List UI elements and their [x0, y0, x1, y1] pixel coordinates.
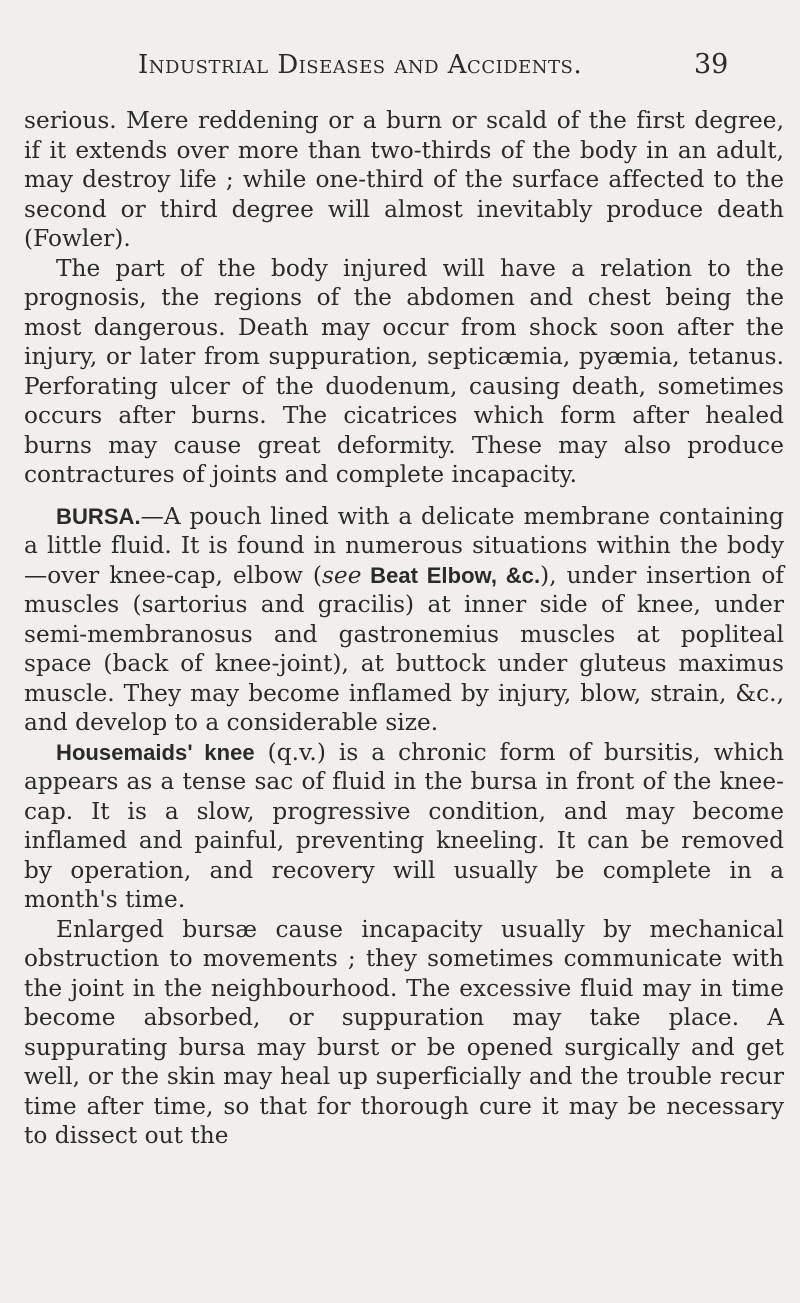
entry-term-bursa: BURSA.	[56, 503, 141, 529]
bursa-text-b: ), under insertion of muscles (sartorius and gracilis) at inner side of knee, under semi-membranosus and gastronemius muscles at popliteal space (back of knee-joint), at buttock under gluteus maximus muscle. They may become inflamed by injury, blow, strain, &c., and develop to a considerable size.	[24, 561, 784, 736]
housemaids-knee-text: (q.v.) is a chronic form of bursitis, which appears as a tense sac of fluid in the bursa in front of the knee-cap. It is a slow, progressive condition, and may become inflamed and painful, preventing kneeling. It can be removed by operation, and recovery will usually be complete in a month's time.	[24, 738, 784, 913]
paragraph-housemaids-knee	[24, 738, 784, 915]
body-text	[24, 106, 784, 1151]
running-head	[138, 50, 648, 80]
paragraph-burns-severity: serious. Mere reddening or a burn or scald of the first degree, if it extends over more than two-thirds of the body in an adult, may destroy life ; while one-third of the surface affected to the second or third degree will almost inevitably produce death (Fowler).	[24, 107, 784, 252]
cross-reference-beat-elbow: Beat Elbow, &c.	[361, 562, 541, 588]
paragraph-bursa	[24, 502, 784, 738]
see-reference: see	[321, 561, 362, 589]
entry-term-housemaids-knee: Housemaids' knee	[56, 739, 255, 765]
paragraph-enlarged-bursae: Enlarged bursæ cause incapacity usually by mechanical obstruction to movements ; they sometimes communicate with the joint in the neighbourhood. The excessive fluid may in time become absorbed, or suppuration may take place. A suppurating bursa may burst or be opened surgically and get well, or the skin may heal up superficially and the trouble recur time after time, so that for thorough cure it may be necessary to dissect out the	[24, 915, 784, 1149]
running-title: Industrial Diseases and Accidents.	[138, 50, 583, 80]
paragraph-burns-prognosis: The part of the body injured will have a relation to the prognosis, the regions of the abdomen and chest being the most dangerous. Death may occur from shock soon after the injury, or later from suppuration, septicæmia, pyæmia, tetanus. Perforating ulcer of the duodenum, causing death, sometimes occurs after burns. The cicatrices which form after healed burns may cause great deformity. These may also produce contractures of joints and complete incapacity.	[24, 254, 784, 488]
page-number: 39	[694, 49, 729, 80]
bursa-text-a: —A pouch lined with a delicate membrane containing a little fluid. It is found in numerous situations within the body—over knee-cap, elbow (	[24, 502, 784, 589]
